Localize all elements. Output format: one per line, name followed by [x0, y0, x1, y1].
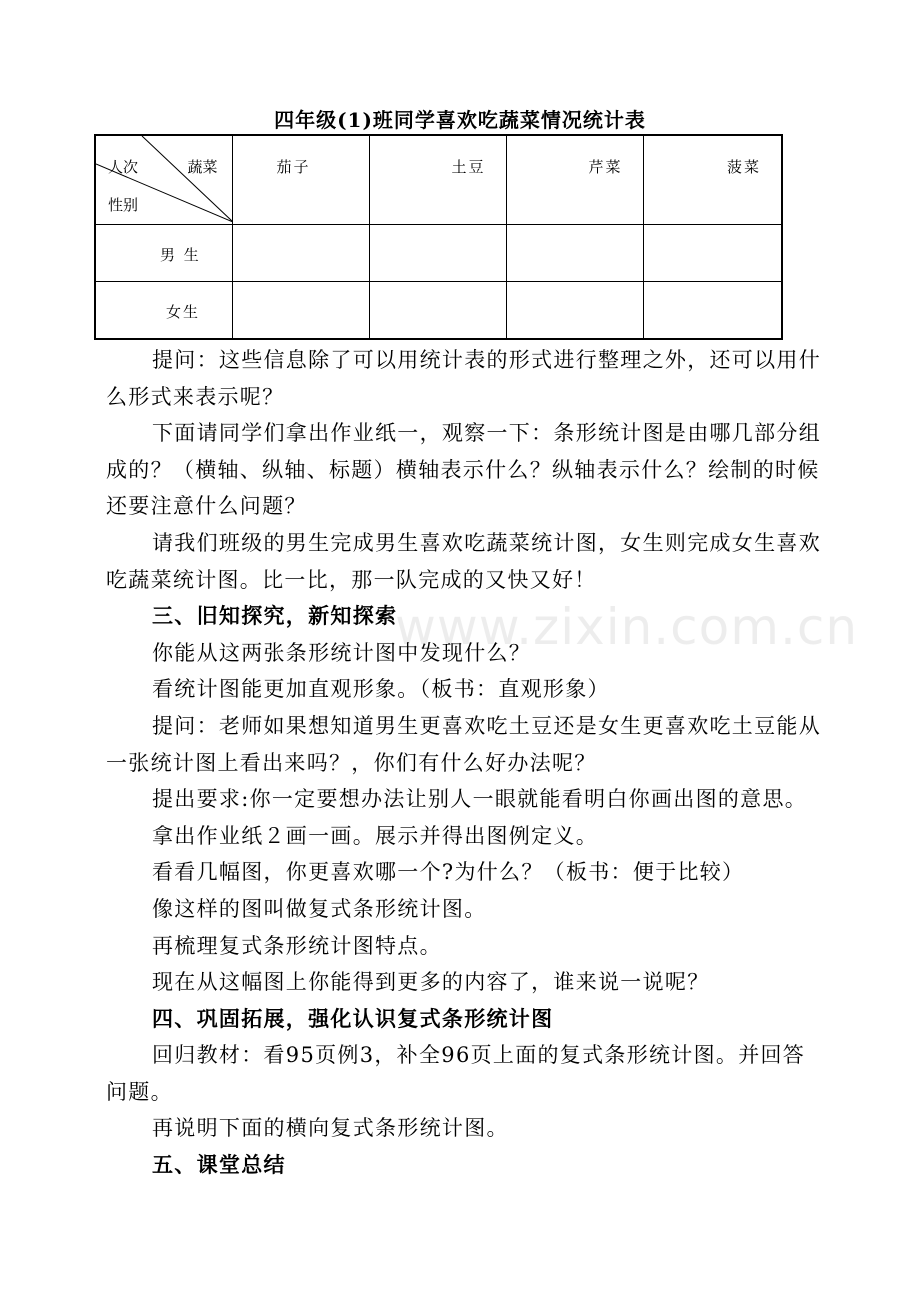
- paragraph: 看统计图能更加直观形象。（板书：直观形象）: [152, 677, 610, 702]
- watermark: www.zixin.com.cn: [395, 598, 859, 656]
- section-heading: 四、巩固拓展，强化认识复式条形统计图: [152, 1005, 554, 1031]
- table-cell: [232, 225, 369, 282]
- lesson-body-text: [106, 342, 824, 1184]
- table-title: 四年级(1)班同学喜欢吃蔬菜情况统计表: [274, 108, 646, 132]
- header-gender-label: 性别: [108, 196, 139, 214]
- header-cell-potato: 土豆: [369, 135, 506, 225]
- paragraph: 下面请同学们拿出作业纸一，观察一下：条形统计图是由哪几部分组成的？（横轴、纵轴、标题）横轴表示什么？纵轴表示什么？绘制的时候还要注意什么问题？: [106, 421, 821, 519]
- table-cell: [506, 225, 643, 282]
- paragraph: 提出要求:你一定要想办法让别人一眼就能看明白你画出图的意思。: [152, 787, 808, 812]
- table-cell: [643, 225, 782, 282]
- paragraph: 提问：老师如果想知道男生更喜欢吃土豆还是女生更喜欢吃土豆能从一张统计图上看出来吗？，你们有什么好办法呢？: [106, 713, 821, 775]
- paragraph: 像这样的图叫做复式条形统计图。: [152, 896, 487, 921]
- paragraph: 再梳理复式条形统计图特点。: [152, 933, 442, 958]
- paragraph: 请我们班级的男生完成男生喜欢吃蔬菜统计图，女生则完成女生喜欢吃蔬菜统计图。比一比，那一队完成的又快又好！: [106, 530, 821, 592]
- paragraph: 拿出作业纸２画一画。展示并得出图例定义。: [152, 823, 598, 848]
- diagonal-header-cell: [95, 135, 232, 225]
- header-cell-celery: 芹菜: [506, 135, 643, 225]
- table-row-boys: [95, 225, 782, 282]
- table-cell: [369, 282, 506, 339]
- header-cell-eggplant: 茄子: [232, 135, 369, 225]
- paragraph: 你能从这两张条形统计图中发现什么？: [152, 640, 532, 665]
- paragraph: 回归教材：看95页例3，补全96页上面的复式条形统计图。并回答问题。: [106, 1043, 806, 1104]
- table-cell: [369, 225, 506, 282]
- table-cell: [232, 282, 369, 339]
- paragraph: 看看几幅图，你更喜欢哪一个?为什么？（板书：便于比较）: [152, 860, 745, 885]
- paragraph: 提问：这些信息除了可以用统计表的形式进行整理之外，还可以用什么形式来表示呢？: [106, 348, 821, 409]
- statistics-table: [94, 134, 783, 340]
- header-cell-spinach: 菠菜: [643, 135, 782, 225]
- table-cell: [506, 282, 643, 339]
- header-vegetable-label: 蔬菜: [187, 158, 218, 176]
- table-row-girls: [95, 282, 782, 339]
- table-header-row: [95, 135, 782, 225]
- section-heading: 五、课堂总结: [152, 1152, 286, 1178]
- section-heading: 三、旧知探究，新知探索: [152, 603, 398, 629]
- row-label-girls: 女生: [95, 282, 232, 339]
- header-times-label: 人次: [108, 158, 139, 176]
- table-cell: [643, 282, 782, 339]
- paragraph: 现在从这幅图上你能得到更多的内容了，谁来说一说呢？: [152, 970, 710, 995]
- row-label-boys: 男 生: [95, 225, 232, 282]
- paragraph: 再说明下面的横向复式条形统计图。: [152, 1116, 509, 1141]
